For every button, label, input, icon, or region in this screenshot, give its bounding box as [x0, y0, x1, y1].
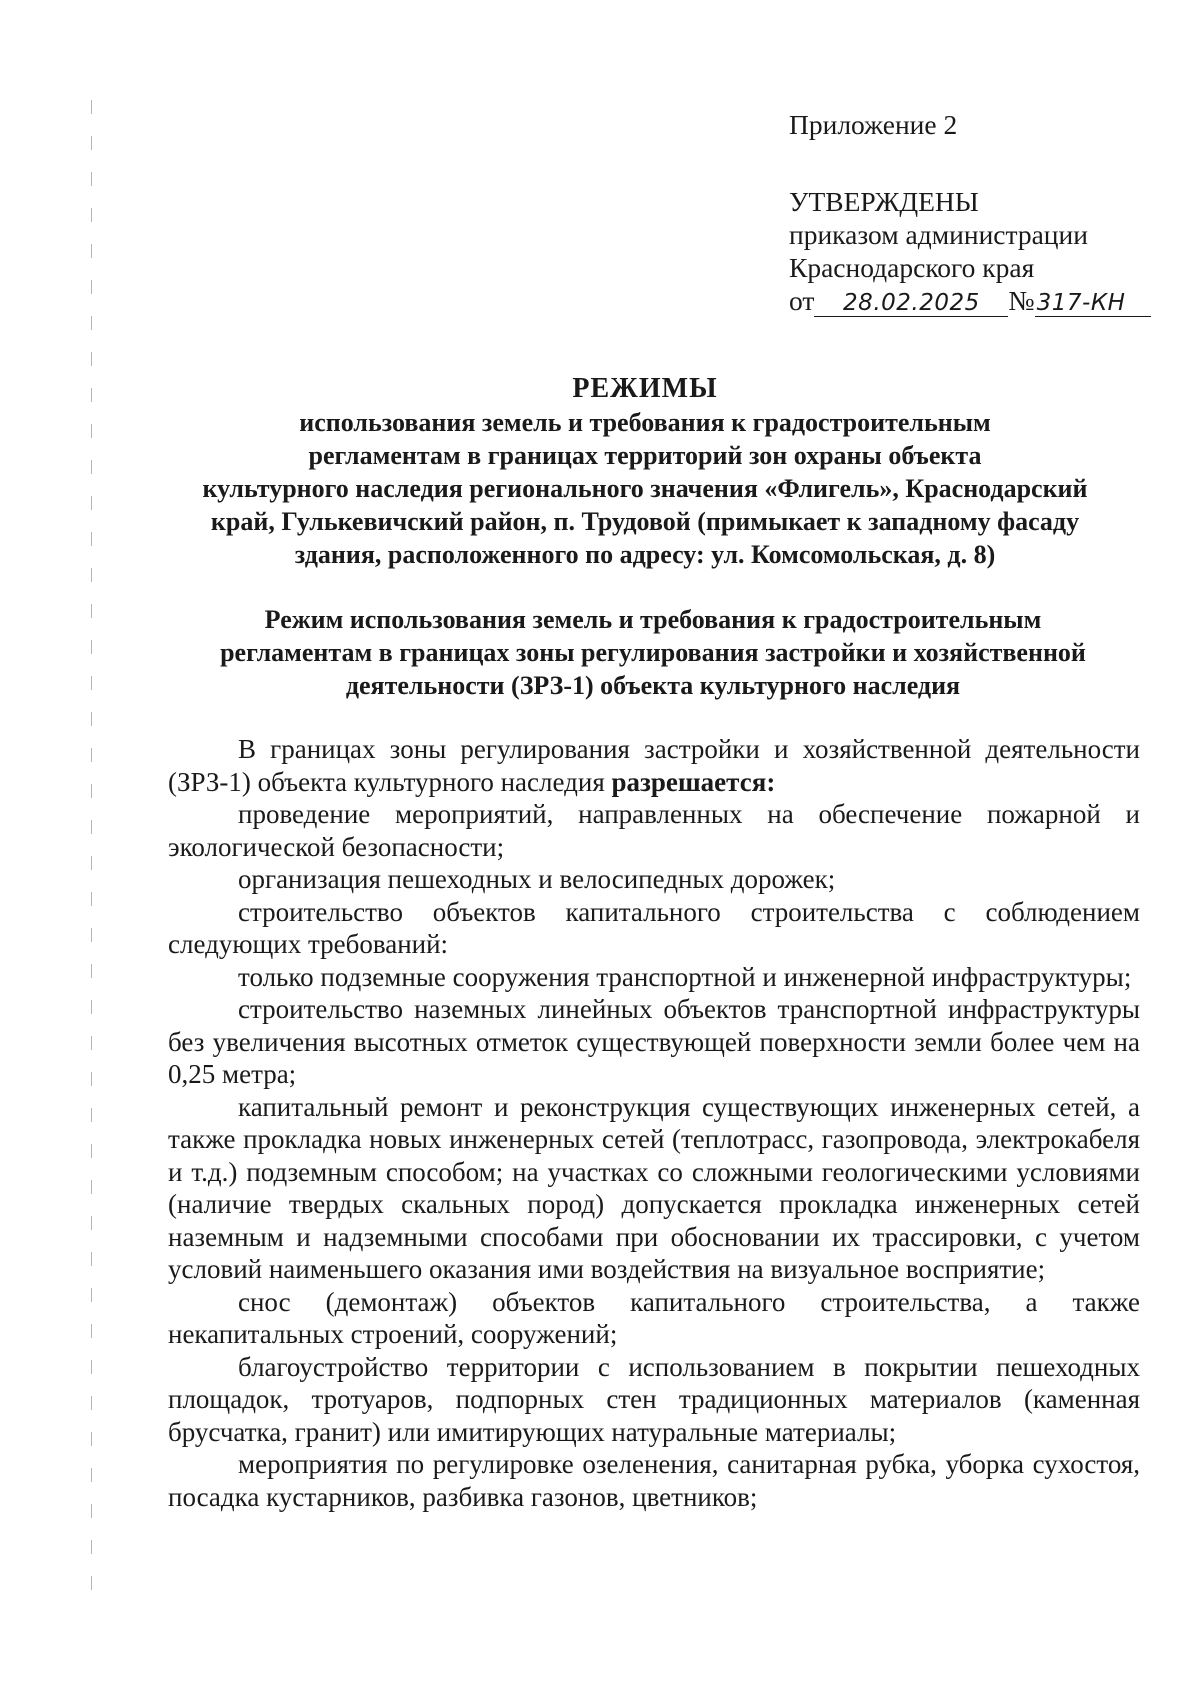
intro-paragraph: [168, 733, 1140, 798]
body-paragraph: строительство наземных линейных объектов транспортной инфраструктуры без увеличения высотных отметок существующей поверхности земли более чем на 0,25 метра;: [168, 994, 1140, 1089]
body-paragraph: строительство объектов капитального строительства с соблюдением следующих требований:: [168, 896, 1140, 959]
section-title-line: регламентам в границах зоны регулирования застройки и хозяйственной: [220, 638, 1086, 667]
from-label: от: [789, 285, 815, 316]
body-paragraph: благоустройство территории с использованием в покрытии пешеходных площадок, тротуаров, подпорных стен традиционных материалов (каменная брусчатка, гранит) или имитирующих натуральные материалы;: [168, 1351, 1140, 1447]
section-title: [168, 603, 1138, 702]
approved-label: УТВЕРЖДЕНЫ: [789, 186, 979, 217]
document-title: РЕЖИМЫ: [572, 373, 718, 404]
region-label: Краснодарского края: [789, 252, 1035, 283]
section-title-line: Режим использования земель и требования к градостроительным: [264, 605, 1042, 634]
intro-emphasis: разрешается:: [611, 766, 776, 797]
order-by-label: приказом администрации: [789, 219, 1088, 250]
appendix-label: Приложение 2: [789, 109, 958, 140]
body-paragraph: капитальный ремонт и реконструкция существующих инженерных сетей, а также прокладка новых инженерных сетей (теплотрасс, газопровода, электрокабеля и т.д.) подземным способом; на участках со сложными геологическими условиями (наличие твердых скальных пород) допускается прокладка инженерных сетей наземным и надземными способами при обосновании их трассировки, с учетом условий наименьшего оказания ими воздействия на визуальное восприятие;: [168, 1091, 1140, 1284]
number-sign: №: [1008, 285, 1035, 316]
title-line: культурного наследия регионального значения «Флигель», Краснодарский: [202, 474, 1088, 503]
title-line: край, Гулькевичский район, п. Трудовой (примыкает к западному фасаду: [210, 507, 1080, 536]
body-paragraph: мероприятия по регулировке озеленения, санитарная рубка, уборка сухостоя, посадка кустарников, разбивка газонов, цветников;: [168, 1449, 1140, 1512]
body-paragraph: организация пешеходных и велосипедных дорожек;: [238, 864, 836, 894]
approval-block: [789, 108, 1151, 317]
body-paragraph: проведение мероприятий, направленных на обеспечение пожарной и экологической безопасности;: [168, 799, 1140, 862]
section-title-line: деятельности (ЗРЗ-1) объекта культурного наследия: [345, 671, 961, 700]
body-paragraph: только подземные сооружения транспортной и инженерной инфраструктуры;: [238, 961, 1132, 992]
handwritten-date: 28.02.2025: [814, 290, 1008, 317]
body-text: [168, 733, 1140, 1513]
order-date-number-line: [789, 284, 1151, 317]
handwritten-order-number: 317-КН: [1035, 290, 1151, 317]
scan-edge-line: [91, 100, 92, 1590]
document-title-block: [150, 372, 1140, 571]
intro-text: В границах зоны регулирования застройки и хозяйственной деятельности (ЗРЗ-1) объекта культурного наследия: [168, 734, 1140, 797]
title-line: регламентам в границах территорий зон охраны объекта: [308, 441, 982, 470]
body-paragraph: снос (демонтаж) объектов капитального строительства, а также некапитальных строений, сооружений;: [168, 1286, 1140, 1349]
title-line: здания, расположенного по адресу: ул. Комсомольская, д. 8): [294, 540, 996, 569]
title-line: использования земель и требования к градостроительным: [299, 408, 991, 437]
